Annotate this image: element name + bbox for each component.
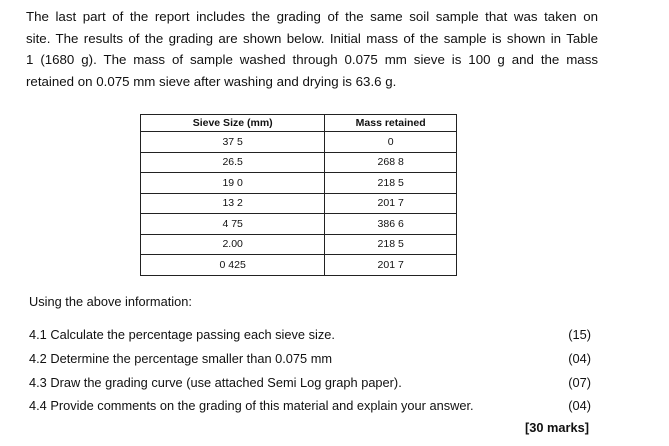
- task-text: 4.1 Calculate the percentage passing each sieve size.: [29, 327, 335, 342]
- table-row: [141, 132, 457, 153]
- mass-retained-cell: 0: [325, 132, 457, 153]
- mass-retained-cell: 201 7: [325, 255, 457, 276]
- column-header-mass-retained: Mass retained: [325, 115, 457, 132]
- sieve-size-cell: 13 2: [141, 193, 325, 214]
- task-text: 4.3 Draw the grading curve (use attached Semi Log graph paper).: [29, 375, 402, 390]
- task-item: [29, 398, 591, 413]
- intro-paragraph: [26, 6, 598, 92]
- task-item: [29, 351, 591, 366]
- table-row: [141, 214, 457, 235]
- intro-line: The last part of the report includes the grading of the same soil sample that was taken on: [26, 9, 598, 24]
- task-marks: (15): [568, 327, 591, 342]
- intro-line: 1 (1680 g). The mass of sample washed through 0.075 mm sieve is 100 g and the mass: [26, 52, 598, 67]
- total-marks: [30 marks]: [524, 420, 589, 435]
- task-marks: (04): [568, 398, 591, 413]
- task-text: 4.4 Provide comments on the grading of this material and explain your answer.: [29, 398, 474, 413]
- sieve-analysis-table: [140, 114, 457, 276]
- sieve-size-cell: 2.00: [141, 234, 325, 255]
- task-marks: (07): [568, 375, 591, 390]
- mass-retained-cell: 268 8: [325, 152, 457, 173]
- mass-retained-cell: 218 5: [325, 234, 457, 255]
- mass-retained-cell: 386 6: [325, 214, 457, 235]
- task-item: [29, 327, 591, 342]
- mass-retained-cell: 218 5: [325, 173, 457, 194]
- intro-line: retained on 0.075 mm sieve after washing and drying is 63.6 g.: [26, 73, 397, 89]
- sieve-size-cell: 4 75: [141, 214, 325, 235]
- table-row: [141, 173, 457, 194]
- task-item: [29, 375, 591, 390]
- sieve-size-cell: 0 425: [141, 255, 325, 276]
- sieve-size-cell: 19 0: [141, 173, 325, 194]
- table-row: [141, 152, 457, 173]
- task-marks: (04): [568, 351, 591, 366]
- instructions-lead: Using the above information:: [29, 294, 192, 309]
- mass-retained-cell: 201 7: [325, 193, 457, 214]
- table-row: [141, 193, 457, 214]
- task-text: 4.2 Determine the percentage smaller than 0.075 mm: [29, 351, 333, 366]
- table-header-row: [141, 115, 457, 132]
- table-row: [141, 234, 457, 255]
- sieve-size-cell: 26.5: [141, 152, 325, 173]
- column-header-sieve-size: Sieve Size (mm): [141, 115, 325, 132]
- sieve-size-cell: 37 5: [141, 132, 325, 153]
- table-row: [141, 255, 457, 276]
- intro-line: site. The results of the grading are shown below. Initial mass of the sample is shown in Table: [26, 30, 598, 46]
